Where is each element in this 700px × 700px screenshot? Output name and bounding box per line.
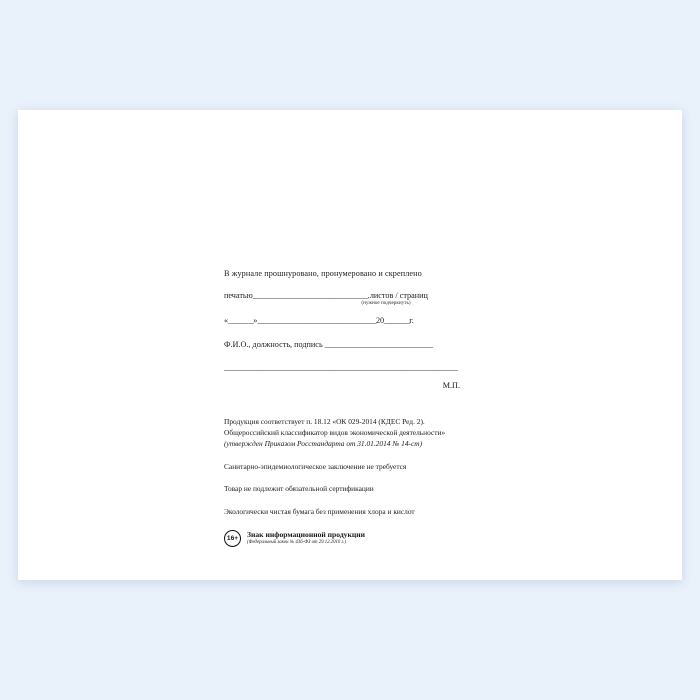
age-mark-title: Знак информационной продукции: [247, 529, 365, 539]
okved-line-1: Продукция соответствует п. 18.12 «ОК 029-2014 (КДЕС Ред. 2).: [224, 417, 425, 427]
age-restriction-mark: [224, 530, 474, 547]
legal-notes-block: [224, 417, 474, 546]
date-open-quote: «: [224, 316, 229, 326]
document-page: [18, 110, 682, 580]
date-row: [224, 315, 474, 326]
seal-fill-line[interactable]: ________________________________: [252, 291, 368, 301]
date-day-fill[interactable]: _______: [228, 316, 254, 326]
seal-place-label: М.П.: [442, 381, 460, 391]
blank-rule-line[interactable]: _________________________________________________________________: [224, 363, 458, 373]
fio-label: Ф.И.О., должность, подпись: [224, 340, 323, 350]
fio-row: [224, 339, 474, 350]
document-content: [224, 268, 474, 547]
age-mark-law: (Федеральный закон № 436-ФЗ от 29.12.2010 г.): [247, 540, 347, 546]
date-year-fill[interactable]: _______: [384, 316, 410, 326]
date-close-quote: »: [253, 316, 258, 326]
age-16-plus-icon: 16+: [224, 530, 241, 547]
ecology-note: Экологически чистая бумага без применения хлора и кислот: [224, 507, 415, 517]
okved-line-3: (утвержден Приказом Росстандарта от 31.01.2014 № 14-ст): [224, 438, 423, 448]
fio-fill-line[interactable]: ______________________________: [324, 340, 433, 350]
date-year-prefix: 20: [375, 316, 385, 326]
okved-note: [224, 417, 474, 449]
journal-statement-line: В журнале прошнуровано, пронумеровано и скреплено: [224, 269, 422, 278]
okved-line-2: Общероссийский классификатор видов экономической деятельности»: [224, 428, 446, 438]
seal-label: печатью: [224, 291, 253, 301]
sanitary-note: Санитарно-эпидемиологическое заключение не требуется: [224, 461, 407, 471]
journal-certification-block: [224, 268, 474, 391]
seal-suffix: .листов / страниц: [367, 291, 428, 301]
date-year-suffix: г.: [409, 316, 414, 326]
age-mark-texts: [247, 531, 365, 546]
certification-note: Товар не подлежит обязательной сертификации: [224, 484, 374, 494]
date-month-fill[interactable]: _________________________________: [257, 316, 376, 326]
seal-note: (нужное подчеркнуть): [361, 300, 411, 307]
